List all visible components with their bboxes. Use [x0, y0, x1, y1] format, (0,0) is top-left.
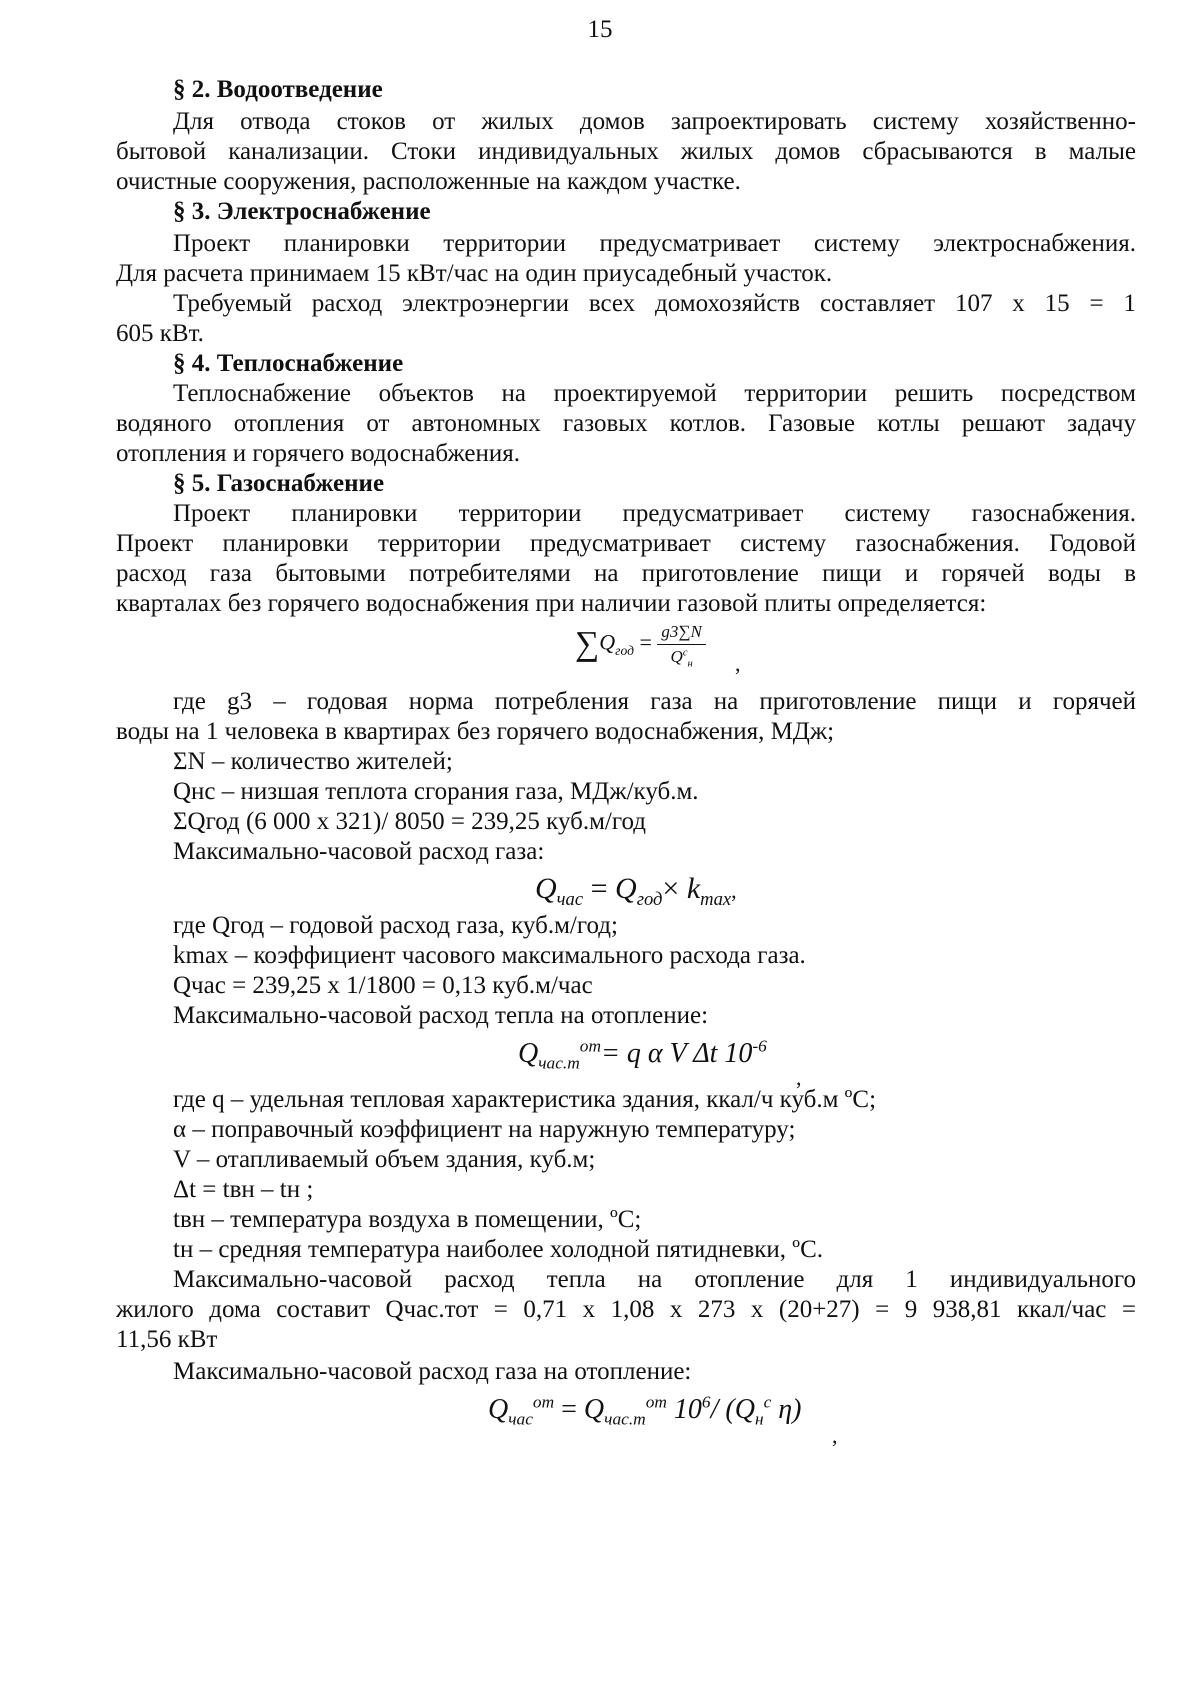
formula-expression: 10 — [673, 1394, 702, 1425]
formula-symbol: Q — [488, 1394, 509, 1425]
formula-hourly-gas-heating — [488, 1392, 802, 1428]
paragraph-line: водяного отопления от автономных газовых котлов. Газовые котлы решают задачу — [116, 410, 1136, 437]
formula-expression: η) — [778, 1394, 802, 1425]
paragraph-line: kmax – коэффициент часового максимального расхода газа. — [173, 942, 806, 969]
page-number: 15 — [587, 16, 613, 43]
equals-sign: = — [561, 1394, 577, 1425]
paragraph-line: Δt = tвн – tн ; — [173, 1176, 314, 1203]
formula-superscript: 6 — [701, 1392, 711, 1412]
equals-sign: = — [639, 629, 652, 655]
paragraph-line: Проект планировки территории предусматривает систему газоснабжения. — [173, 500, 1136, 527]
formula-comma: , — [796, 1065, 802, 1090]
formula-symbol: Q — [518, 1038, 539, 1069]
paragraph-line: Требуемый расход электроэнергии всех домохозяйств составляет 107 x 15 = 1 — [173, 290, 1136, 317]
paragraph-line: где g3 – годовая норма потребления газа на приготовление пищи и горячей — [173, 688, 1136, 715]
paragraph-line: где Qгод – годовой расход газа, куб.м/год; — [173, 912, 618, 939]
paragraph-line: бытовой канализации. Стоки индивидуальных жилых домов сбрасываются в малые — [116, 138, 1136, 165]
section-heading: § 5. Газоснабжение — [173, 470, 385, 497]
formula-subscript: год — [636, 889, 663, 910]
formula-symbol: Q — [615, 872, 637, 905]
fraction-denominator — [657, 645, 705, 670]
formula-symbol: k — [686, 872, 701, 905]
formula-subscript: час.т — [604, 1409, 646, 1429]
paragraph-line: Qнс – низшая теплота сгорания газа, МДж/куб.м. — [173, 778, 699, 805]
paragraph-line: жилого дома составит Qчас.тот = 0,71 x 1,08 x 273 x (20+27) = 9 938,81 ккал/час = — [116, 1296, 1136, 1323]
fraction — [657, 622, 705, 670]
paragraph-line: Максимально-часовой расход газа на отопление: — [173, 1358, 692, 1385]
paragraph-line: tн – средняя температура наиболее холодной пятидневки, ºС. — [173, 1236, 823, 1263]
paragraph-line: воды на 1 человека в квартирах без горячего водоснабжения, МДж; — [116, 718, 835, 745]
paragraph-line: отопления и горячего водоснабжения. — [116, 440, 521, 467]
formula-superscript: с — [763, 1392, 772, 1412]
formula-hourly-heat — [518, 1036, 767, 1072]
paragraph-line: Qчас = 239,25 x 1/1800 = 0,13 куб.м/час — [173, 972, 593, 999]
paragraph-line: где q – удельная тепловая характеристика здания, ккал/ч куб.м ºС; — [173, 1086, 877, 1113]
fraction-numerator: g3∑N — [657, 622, 705, 645]
formula-subscript: год — [615, 642, 634, 658]
formula-subscript: max — [700, 889, 732, 910]
paragraph-line: tвн – температура воздуха в помещении, ºС; — [173, 1206, 642, 1233]
equals-sign: = — [590, 872, 608, 905]
times-sign: × — [662, 872, 680, 905]
paragraph-line: Теплоснабжение объектов на проектируемой территории решить посредством — [173, 380, 1136, 407]
formula-comma: , — [735, 651, 741, 676]
paragraph-line: Для расчета принимаем 15 кВт/час на один приусадебный участок. — [116, 260, 833, 287]
paragraph-line: Максимально-часовой расход тепла на отопление: — [173, 1002, 709, 1029]
paragraph-line: расход газа бытовыми потребителями на приготовление пищи и горячей воды в — [116, 560, 1136, 587]
formula-expression: / (Q — [710, 1394, 755, 1425]
paragraph-line: Проект планировки территории предусматривает систему электроснабжения. — [173, 230, 1136, 257]
formula-comma: , — [832, 1423, 838, 1448]
formula-subscript: час.т — [538, 1053, 580, 1073]
section-heading: § 4. Теплоснабжение — [173, 350, 404, 377]
paragraph-line: очистные сооружения, расположенные на каждом участке. — [116, 168, 741, 195]
formula-subscript: час — [508, 1409, 533, 1429]
paragraph-line: α – поправочный коэффициент на наружную температуру; — [173, 1116, 796, 1143]
formula-superscript: с — [682, 647, 688, 659]
paragraph-line: V – отапливаемый объем здания, куб.м; — [173, 1146, 596, 1173]
section-heading: § 3. Электроснабжение — [173, 198, 431, 225]
formula-subscript: час — [556, 889, 584, 910]
paragraph-line: ΣQгод (6 000 x 321)/ 8050 = 239,25 куб.м/год — [173, 808, 647, 835]
formula-symbol: Q — [670, 647, 683, 666]
formula-annual-gas — [575, 622, 706, 670]
formula-expression: = q α V Δt 10 — [601, 1038, 753, 1069]
paragraph-line: Максимально-часовой расход газа: — [173, 838, 545, 865]
paragraph-line: Максимально-часовой расход тепла на отопление для 1 индивидуального — [173, 1266, 1136, 1293]
formula-superscript: от — [579, 1036, 601, 1056]
paragraph-line: 11,56 кВт — [116, 1326, 218, 1353]
paragraph-line: кварталах без горячего водоснабжения при наличии газовой плиты определяется: — [116, 590, 987, 617]
formula-subscript: н — [754, 1409, 764, 1429]
formula-superscript: -6 — [752, 1036, 767, 1056]
formula-symbol: Q — [535, 872, 557, 905]
formula-hourly-gas — [535, 870, 737, 910]
section-heading: § 2. Водоотведение — [173, 76, 383, 103]
paragraph-line: Для отвода стоков от жилых домов запроектировать систему хозяйственно- — [173, 108, 1136, 135]
formula-subscript: н — [687, 658, 693, 670]
sum-symbol: ∑ — [575, 625, 600, 663]
formula-superscript: от — [645, 1392, 667, 1412]
paragraph-line: Проект планировки территории предусматривает систему газоснабжения. Годовой — [116, 530, 1136, 557]
formula-symbol: Q — [583, 1394, 605, 1425]
formula-symbol: Q — [599, 629, 616, 655]
paragraph-line: ΣN – количество жителей; — [173, 748, 453, 775]
formula-comma: , — [731, 878, 737, 903]
paragraph-line: 605 кВт. — [116, 320, 204, 347]
formula-superscript: от — [532, 1392, 555, 1412]
